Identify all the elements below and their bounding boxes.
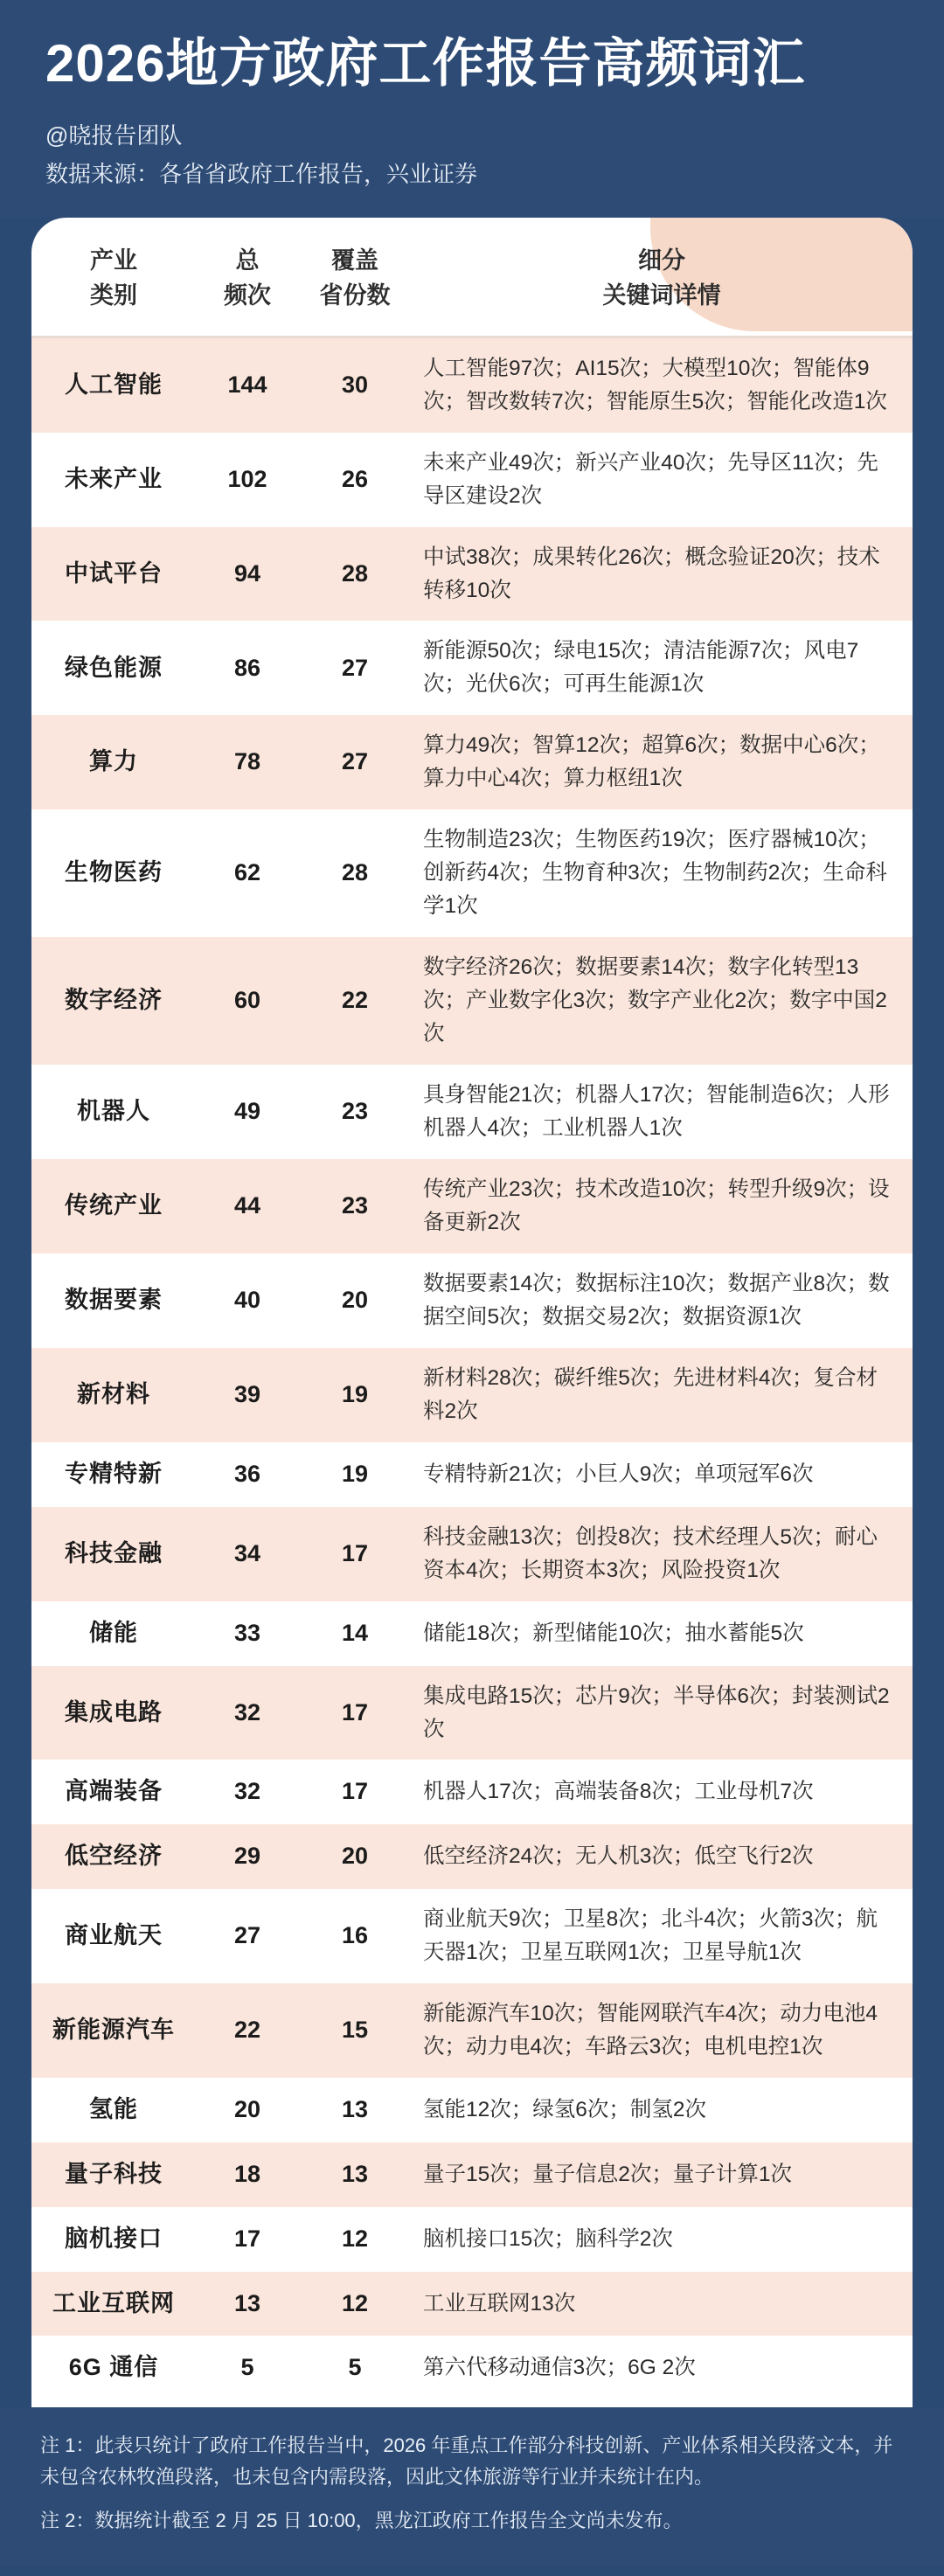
table-row (31, 937, 913, 1065)
cell-total: 44 (196, 1159, 299, 1253)
table-row (31, 2142, 913, 2207)
cell-category: 低空经济 (31, 1824, 196, 1889)
col-header-detail (411, 218, 913, 335)
cell-provinces: 19 (299, 1348, 411, 1442)
cell-detail: 数字经济26次；数据要素14次；数字化转型13次；产业数字化3次；数字产业化2次；数字中国2次 (411, 937, 913, 1065)
cell-total: 102 (196, 433, 299, 527)
cell-category: 脑机接口 (31, 2207, 196, 2272)
cell-total: 5 (196, 2336, 299, 2400)
cell-category: 高端装备 (31, 1760, 196, 1824)
table-row (31, 1666, 913, 1760)
cell-category: 中试平台 (31, 527, 196, 621)
table-row (31, 1065, 913, 1159)
cell-detail: 储能18次；新型储能10次；抽水蓄能5次 (411, 1601, 913, 1666)
cell-category: 数字经济 (31, 937, 196, 1065)
col-header-category-line2: 类别 (90, 281, 137, 309)
col-header-detail-line1: 细分 (638, 247, 685, 274)
cell-category: 氢能 (31, 2078, 196, 2142)
cell-total: 13 (196, 2272, 299, 2336)
cell-total: 20 (196, 2078, 299, 2142)
cell-total: 22 (196, 1983, 299, 2078)
table-row (31, 1601, 913, 1666)
col-header-provinces-line1: 覆盖 (331, 247, 378, 274)
cell-detail: 氢能12次；绿氢6次；制氢2次 (411, 2078, 913, 2142)
cell-provinces: 14 (299, 1601, 411, 1666)
footnotes (0, 2407, 944, 2566)
cell-detail: 新材料28次；碳纤维5次；先进材料4次；复合材料2次 (411, 1348, 913, 1442)
cell-detail: 算力49次；智算12次；超算6次；数据中心6次；算力中心4次；算力枢纽1次 (411, 715, 913, 809)
table-row (31, 1824, 913, 1889)
cell-detail: 未来产业49次；新兴产业40次；先导区11次；先导区建设2次 (411, 433, 913, 527)
footnote-1: 注 1：此表只统计了政府工作报告当中，2026 年重点工作部分科技创新、产业体系相关段落文本，并未包含农林牧渔段落，也未包含内需段落，因此文体旅游等行业并未统计在内。 (40, 2434, 893, 2488)
cell-provinces: 27 (299, 621, 411, 715)
table-row (31, 621, 913, 715)
cell-detail: 机器人17次；高端装备8次；工业母机7次 (411, 1760, 913, 1824)
table-row (31, 809, 913, 937)
table-row (31, 1889, 913, 1983)
cell-provinces: 16 (299, 1889, 411, 1983)
cell-category: 6G 通信 (31, 2336, 196, 2400)
table-row (31, 2078, 913, 2142)
cell-total: 78 (196, 715, 299, 809)
table-header-row (31, 218, 913, 335)
cell-category: 数据要素 (31, 1253, 196, 1348)
cell-provinces: 28 (299, 527, 411, 621)
cell-provinces: 20 (299, 1824, 411, 1889)
cell-category: 科技金融 (31, 1507, 196, 1601)
table-row (31, 2207, 913, 2272)
cell-provinces: 12 (299, 2207, 411, 2272)
cell-category: 储能 (31, 1601, 196, 1666)
cell-total: 39 (196, 1348, 299, 1442)
cell-category: 新材料 (31, 1348, 196, 1442)
col-header-detail-line2: 关键词详情 (602, 281, 721, 309)
cell-provinces: 30 (299, 338, 411, 433)
cell-detail: 传统产业23次；技术改造10次；转型升级9次；设备更新2次 (411, 1159, 913, 1253)
cell-detail: 专精特新21次；小巨人9次；单项冠军6次 (411, 1442, 913, 1507)
cell-total: 17 (196, 2207, 299, 2272)
cell-detail: 商业航天9次；卫星8次；北斗4次；火箭3次；航天器1次；卫星互联网1次；卫星导航1次 (411, 1889, 913, 1983)
cell-total: 94 (196, 527, 299, 621)
cell-provinces: 26 (299, 433, 411, 527)
cell-detail: 生物制造23次；生物医药19次；医疗器械10次；创新药4次；生物育种3次；生物制药2次；生命科学1次 (411, 809, 913, 937)
cell-total: 32 (196, 1666, 299, 1760)
cell-total: 27 (196, 1889, 299, 1983)
source-label: 数据来源：各省省政府工作报告，兴业证券 (45, 161, 478, 188)
cell-detail: 量子15次；量子信息2次；量子计算1次 (411, 2142, 913, 2207)
cell-detail: 中试38次；成果转化26次；概念验证20次；技术转移10次 (411, 527, 913, 621)
cell-category: 商业航天 (31, 1889, 196, 1983)
cell-provinces: 5 (299, 2336, 411, 2400)
col-header-total-line1: 总 (235, 247, 260, 274)
cell-provinces: 15 (299, 1983, 411, 2078)
cell-detail: 新能源汽车10次；智能网联汽车4次；动力电池4次；动力电4次；车路云3次；电机电控1次 (411, 1983, 913, 2078)
col-header-total-line2: 频次 (224, 281, 271, 309)
footnote-2: 注 2：数据统计截至 2 月 25 日 10:00，黑龙江政府工作报告全文尚未发布。 (40, 2509, 683, 2531)
col-header-category (31, 218, 196, 335)
cell-provinces: 13 (299, 2078, 411, 2142)
table-row (31, 1760, 913, 1824)
table-row (31, 527, 913, 621)
cell-category: 传统产业 (31, 1159, 196, 1253)
table-row (31, 1983, 913, 2078)
cell-detail: 数据要素14次；数据标注10次；数据产业8次；数据空间5次；数据交易2次；数据资源1次 (411, 1253, 913, 1348)
cell-provinces: 17 (299, 1666, 411, 1760)
table-card-wrapper (0, 218, 944, 2407)
cell-total: 36 (196, 1442, 299, 1507)
table-row (31, 338, 913, 433)
table-row (31, 1159, 913, 1253)
cell-provinces: 23 (299, 1159, 411, 1253)
card-bottom-padding (31, 2400, 913, 2407)
cell-total: 62 (196, 809, 299, 937)
cell-category: 绿色能源 (31, 621, 196, 715)
col-header-provinces (299, 218, 411, 335)
cell-total: 18 (196, 2142, 299, 2207)
table-head (31, 218, 913, 337)
cell-detail: 低空经济24次；无人机3次；低空飞行2次 (411, 1824, 913, 1889)
table-body (31, 338, 913, 2401)
col-header-category-line1: 产业 (90, 247, 137, 274)
page-header (0, 0, 944, 218)
col-header-total (196, 218, 299, 335)
cell-category: 专精特新 (31, 1442, 196, 1507)
table-row (31, 433, 913, 527)
cell-provinces: 17 (299, 1507, 411, 1601)
cell-category: 工业互联网 (31, 2272, 196, 2336)
cell-provinces: 12 (299, 2272, 411, 2336)
table-row (31, 2272, 913, 2336)
cell-provinces: 13 (299, 2142, 411, 2207)
cell-total: 34 (196, 1507, 299, 1601)
cell-total: 29 (196, 1824, 299, 1889)
cell-provinces: 28 (299, 809, 411, 937)
cell-detail: 工业互联网13次 (411, 2272, 913, 2336)
cell-provinces: 19 (299, 1442, 411, 1507)
cell-category: 集成电路 (31, 1666, 196, 1760)
table-row (31, 715, 913, 809)
cell-category: 未来产业 (31, 433, 196, 527)
cell-provinces: 20 (299, 1253, 411, 1348)
cell-provinces: 17 (299, 1760, 411, 1824)
cell-provinces: 22 (299, 937, 411, 1065)
cell-detail: 人工智能97次；AI15次；大模型10次；智能体9次；智改数转7次；智能原生5次；智能化改造1次 (411, 338, 913, 433)
table-row (31, 1442, 913, 1507)
cell-detail: 科技金融13次；创投8次；技术经理人5次；耐心资本4次；长期资本3次；风险投资1次 (411, 1507, 913, 1601)
cell-total: 33 (196, 1601, 299, 1666)
keyword-frequency-table (31, 218, 913, 2400)
col-header-provinces-line2: 省份数 (319, 281, 391, 309)
cell-category: 算力 (31, 715, 196, 809)
table-row (31, 1348, 913, 1442)
cell-detail: 新能源50次；绿电15次；清洁能源7次；风电7次；光伏6次；可再生能源1次 (411, 621, 913, 715)
cell-total: 49 (196, 1065, 299, 1159)
cell-detail: 脑机接口15次；脑科学2次 (411, 2207, 913, 2272)
cell-category: 生物医药 (31, 809, 196, 937)
table-row (31, 2336, 913, 2400)
table-card (31, 218, 913, 2407)
cell-total: 144 (196, 338, 299, 433)
cell-total: 40 (196, 1253, 299, 1348)
cell-detail: 第六代移动通信3次；6G 2次 (411, 2336, 913, 2400)
cell-category: 机器人 (31, 1065, 196, 1159)
page-title: 2026地方政府工作报告高频词汇 (45, 34, 806, 93)
cell-total: 86 (196, 621, 299, 715)
cell-total: 32 (196, 1760, 299, 1824)
cell-category: 人工智能 (31, 338, 196, 433)
table-row (31, 1507, 913, 1601)
cell-category: 新能源汽车 (31, 1983, 196, 2078)
cell-detail: 具身智能21次；机器人17次；智能制造6次；人形机器人4次；工业机器人1次 (411, 1065, 913, 1159)
table-row (31, 1253, 913, 1348)
cell-category: 量子科技 (31, 2142, 196, 2207)
cell-detail: 集成电路15次；芯片9次；半导体6次；封装测试2次 (411, 1666, 913, 1760)
author-label: @晓报告团队 (45, 122, 183, 149)
cell-provinces: 23 (299, 1065, 411, 1159)
cell-provinces: 27 (299, 715, 411, 809)
cell-total: 60 (196, 937, 299, 1065)
